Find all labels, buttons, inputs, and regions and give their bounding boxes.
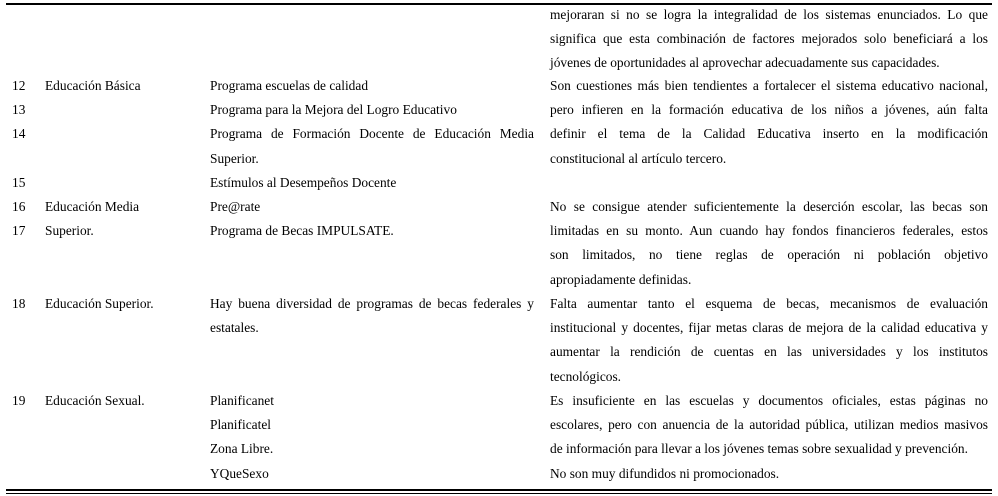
row-number (12, 147, 40, 171)
table-bottom-rule-thin (6, 493, 992, 494)
area-label: Educación Básica (45, 78, 141, 93)
continuation-observations (550, 3, 988, 76)
program-line: Estímulos al Desempeños Docente (210, 174, 397, 190)
observation-line: tecnológicos. (550, 368, 622, 384)
observations-sexual (550, 389, 988, 486)
area-superior (45, 292, 205, 316)
row-number: 14 (12, 126, 26, 142)
observation-line: No son muy difundidos ni promocionados. (550, 465, 780, 481)
row-number: 13 (12, 102, 26, 118)
programs-superior (210, 292, 534, 340)
observation-line: aumentar la rendición de cuentas en las universidades y los institutos (550, 344, 988, 360)
program-line: estatales. (210, 320, 259, 336)
observation-line: Falta aumentar tanto el esquema de becas, mecanismos de evaluación (550, 296, 988, 311)
area-label: Educación Sexual. (45, 393, 145, 408)
row-numbers-sexual (12, 389, 40, 413)
program-line: Programa de Becas IMPULSATE. (210, 223, 394, 239)
row-numbers-basica (12, 74, 40, 195)
area-label: Educación Superior. (45, 296, 154, 311)
area-sexual (45, 389, 205, 413)
row-number: 17 (12, 223, 26, 239)
row-number: 19 (12, 393, 26, 408)
program-line: Planificanet (210, 393, 274, 408)
programs-sexual (210, 389, 534, 486)
area-label: Superior. (45, 223, 94, 239)
program-line: Superior. (210, 150, 259, 166)
program-line: Zona Libre. (210, 441, 274, 457)
row-number: 16 (12, 199, 26, 214)
row-number: 12 (12, 78, 26, 93)
area-label: Educación Media (45, 199, 140, 214)
observations-basica (550, 74, 988, 171)
row-number: 15 (12, 174, 26, 190)
program-line: YQueSexo (210, 465, 269, 481)
row-numbers-superior (12, 292, 40, 316)
observation-line: limitadas en su monto. Aun cuando hay fondos financieros federales, estos (550, 223, 988, 239)
observation-line: apropiadamente definidas. (550, 271, 692, 287)
observation-line: Son cuestiones más bien tendientes a fortalecer el sistema educativo nacional, (550, 78, 988, 93)
program-line: Planificatel (210, 417, 271, 433)
program-line: Pre@rate (210, 199, 261, 214)
observations-media-superior (550, 195, 988, 292)
program-line: Programa de Formación Docente de Educación Media (210, 126, 534, 142)
area-basica (45, 74, 205, 98)
area-media-superior (45, 195, 205, 243)
observation-line: escolares, pero con anuencia de la autoridad pública, utilizan medios masivos (550, 417, 988, 433)
observation-line: son limitados, no tiene reglas de operación ni población objetivo (550, 247, 988, 263)
observation-line: significa que esta combinación de factores mejorados solo beneficiará a los (550, 31, 988, 47)
row-number: 18 (12, 296, 26, 311)
program-line: Programa para la Mejora del Logro Educativo (210, 102, 457, 118)
observation-line: Es insuficiente en las escuelas y documentos oficiales, estas páginas no (550, 393, 988, 408)
observations-superior (550, 292, 988, 389)
observation-line: institucional y docentes, fijar metas claras de mejora de la calidad educativa y (550, 320, 988, 336)
observation-line: jóvenes de oportunidades al aprovechar adecuadamente sus capacidades. (550, 55, 940, 71)
table-bottom-rule (6, 489, 992, 491)
programs-basica (210, 74, 534, 195)
observation-line: definir el tema de la Calidad Educativa inserto en la modificación (550, 126, 988, 142)
row-numbers-media (12, 195, 40, 243)
observation-line: pero infieren en la formación educativa de los niños a jóvenes, aún falta (550, 102, 988, 118)
observation-line: mejoraran si no se logra la integralidad de los sistemas enunciados. Lo que (550, 7, 988, 22)
observation-line: constitucional al artículo tercero. (550, 150, 727, 166)
program-line: Programa escuelas de calidad (210, 78, 369, 93)
program-line: Hay buena diversidad de programas de becas federales y (210, 296, 534, 311)
observation-line: No se consigue atender suficientemente la deserción escolar, las becas son (550, 199, 988, 214)
observation-line: de información para llevar a los jóvenes temas sobre sexualidad y prevención. (550, 441, 968, 457)
programs-media-superior (210, 195, 534, 243)
